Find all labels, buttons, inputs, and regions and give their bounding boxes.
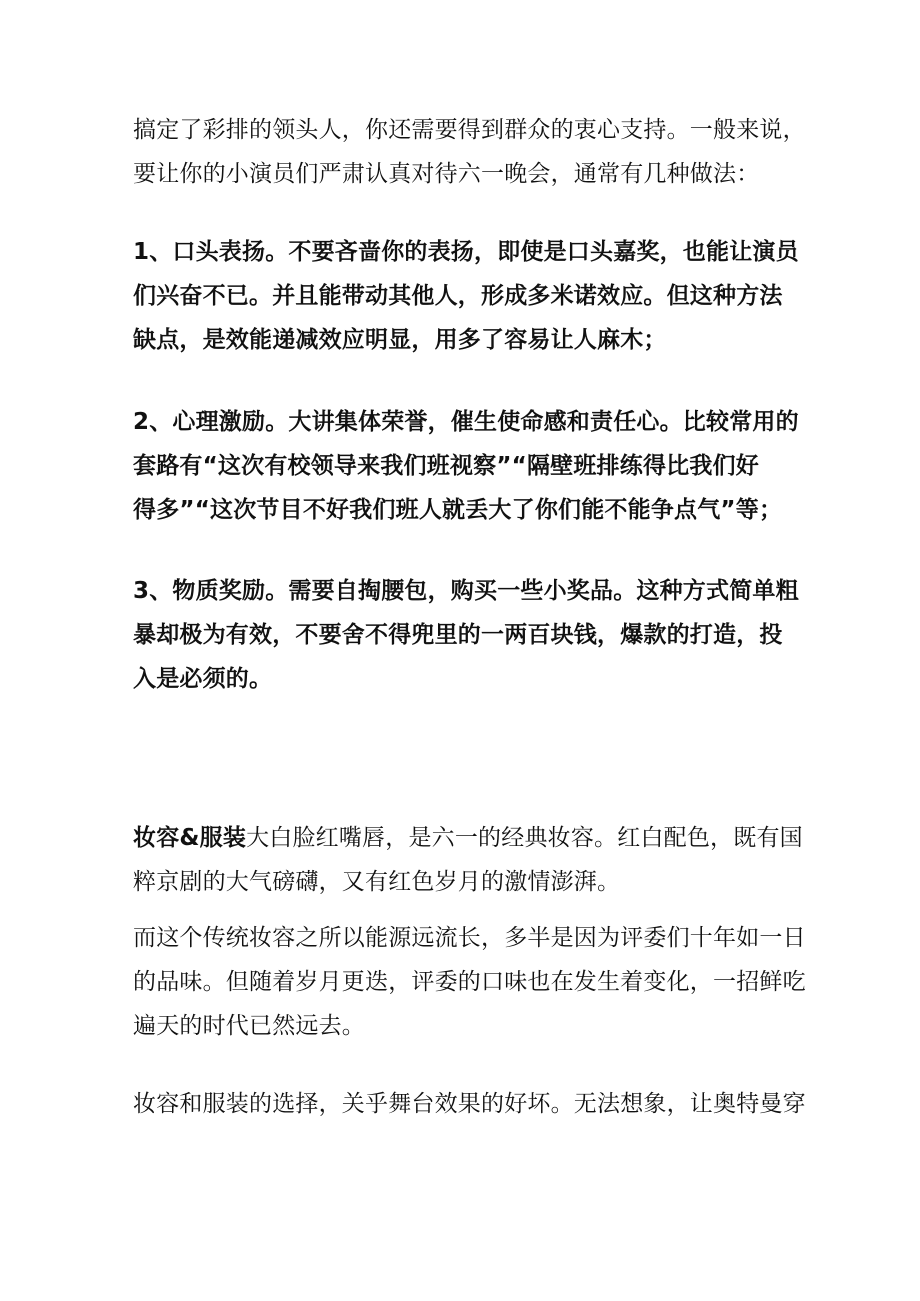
method-line: 2、心理激励。大讲集体荣誉，催生使命感和责任心。比较常用的 [133, 409, 799, 435]
tradition-line: 遍天的时代已然远去。 [133, 1013, 365, 1039]
method-line: 缺点，是效能递减效应明显，用多了容易让人麻木； [133, 327, 667, 353]
makeup-text: 大白脸红嘴唇，是六一的经典妆容。红白配色，既有国 [246, 825, 803, 851]
method-line: 套路有“这次有校领导来我们班视察”“隔壁班排练得比我们好 [133, 453, 759, 479]
method-line: 得多”“这次节目不好我们班人就丢大了你们能不能争点气”等； [133, 497, 783, 523]
makeup-paragraph [133, 816, 805, 904]
method-1-paragraph [133, 230, 805, 362]
method-line: 3、物质奖励。需要自掏腰包，购买一些小奖品。这种方式简单粗 [133, 578, 799, 604]
tradition-paragraph [133, 916, 805, 1048]
method-3-paragraph [133, 569, 805, 701]
method-line: 暴却极为有效，不要舍不得兜里的一两百块钱，爆款的打造，投 [133, 622, 783, 648]
method-2-paragraph [133, 400, 805, 532]
intro-line: 搞定了彩排的领头人，你还需要得到群众的衷心支持。一般来说， [133, 117, 806, 143]
closing-line: 妆容和服装的选择，关乎舞台效果的好坏。无法想象，让奥特曼穿 [133, 1091, 806, 1117]
intro-paragraph [133, 108, 805, 196]
makeup-line: 粹京剧的大气磅礴，又有红色岁月的激情澎湃。 [133, 869, 621, 895]
tradition-line: 而这个传统妆容之所以能源远流长，多半是因为评委们十年如一日 [133, 925, 806, 951]
makeup-line [133, 816, 805, 860]
closing-paragraph [133, 1082, 805, 1126]
tradition-line: 的品味。但随着岁月更迭，评委的口味也在发生着变化，一招鲜吃 [133, 969, 806, 995]
method-line: 1、口头表扬。不要吝啬你的表扬，即使是口头嘉奖，也能让演员 [133, 239, 799, 265]
intro-line: 要让你的小演员们严肃认真对待六一晚会，通常有几种做法： [133, 161, 760, 187]
method-line: 们兴奋不已。并且能带动其他人，形成多米诺效应。但这种方法 [133, 283, 783, 309]
makeup-heading: 妆容&服装 [133, 825, 247, 851]
method-line: 入是必须的。 [133, 666, 273, 692]
